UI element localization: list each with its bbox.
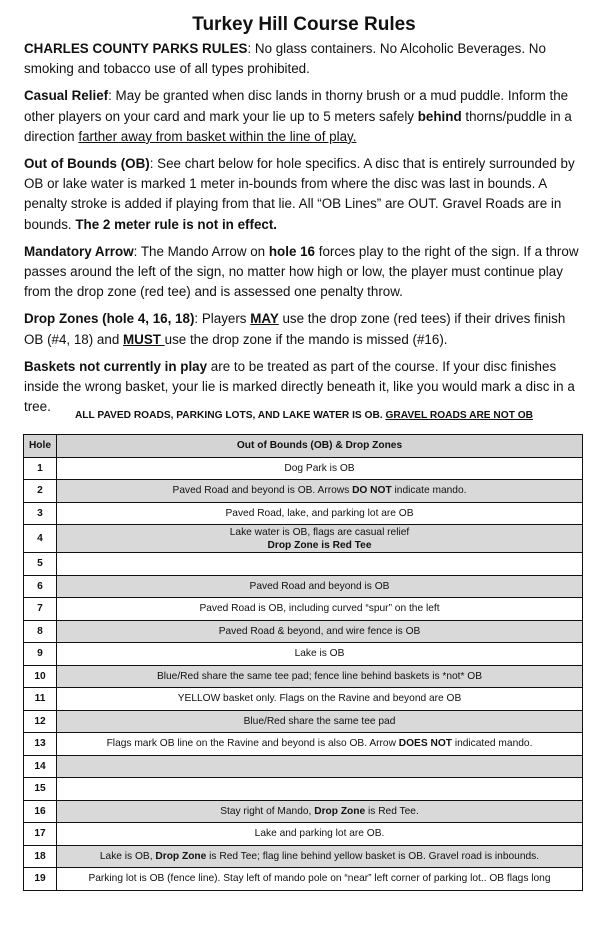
rules-section (24, 39, 588, 424)
table-row (24, 620, 583, 643)
hole-number: 11 (24, 688, 57, 711)
hole-number: 18 (24, 845, 57, 868)
hole-ob-description (57, 800, 583, 823)
description-text: Lake and parking lot are OB. (254, 828, 385, 840)
table-row (24, 457, 583, 480)
hole-ob-description (57, 710, 583, 733)
hole-number: 4 (24, 525, 57, 553)
out-of-bounds-heading: Out of Bounds (OB) (24, 156, 150, 172)
hole-number: 8 (24, 620, 57, 643)
description-text: Flags mark OB line on the Ravine and beyond is also OB. Arrow (106, 738, 399, 750)
ob-table-body (24, 457, 583, 890)
description-text: Paved Road, lake, and parking lot are OB (225, 507, 414, 519)
hole-ob-description (57, 480, 583, 503)
table-row (24, 480, 583, 503)
hole-number: 1 (24, 457, 57, 480)
hole-ob-description (57, 643, 583, 666)
description-text: Parking lot is OB (fence line). Stay left of mando pole on “near” left corner of parking lot.. OB flags long (88, 873, 551, 885)
mandatory-arrow-text: : The Mando Arrow on (133, 243, 269, 259)
table-row (24, 733, 583, 756)
description-text: Paved Road and beyond is OB. Arrows (172, 485, 353, 497)
description-text: Paved Road is OB, including curved “spur” on the left (199, 603, 440, 615)
description-text: Drop Zone (314, 805, 366, 817)
baskets-heading: Baskets not currently in play (24, 358, 208, 374)
table-row (24, 525, 583, 553)
hole-ob-description (57, 502, 583, 525)
hole-ob-description (57, 778, 583, 801)
table-row (24, 553, 583, 576)
description-text: indicate mando. (391, 485, 467, 497)
drop-zones-text-3: use the drop zone if the mando is missed (#16). (164, 331, 448, 347)
drop-zones-text-2: use the drop zone (red tees) if their drives finish OB (#4, 18) and (24, 311, 566, 347)
description-text: Lake is OB (294, 648, 345, 660)
ob-table-header (24, 435, 583, 458)
table-row (24, 755, 583, 778)
description-text: Dog Park is OB (284, 462, 355, 474)
mandatory-arrow-text-2: forces play to the right of the sign. If a throw passes around the left of the sign, no matter how high or low, the player must continue play from the drop zone (red tee) and is assessed one penalty throw. (24, 243, 579, 300)
description-text: Drop Zone (267, 539, 319, 551)
description-text: is Red Tee. (365, 805, 419, 817)
mandatory-arrow-hole: hole 16 (268, 243, 316, 259)
hole-number: 9 (24, 643, 57, 666)
table-row (24, 665, 583, 688)
baskets-rule (24, 357, 588, 418)
casual-relief-text: : May be granted when disc lands in thorny brush or a mud puddle. Inform the other players on your card and mark your lie up to 5 meters safely (24, 88, 569, 124)
hole-ob-description (57, 868, 583, 891)
page-title: Turkey Hill Course Rules (192, 14, 416, 35)
table-row (24, 845, 583, 868)
hole-number: 2 (24, 480, 57, 503)
out-of-bounds-rule (24, 154, 588, 235)
hole-number: 3 (24, 502, 57, 525)
drop-zones-text: : Players (194, 311, 251, 327)
parks-rule-text: : No glass containers. No Alcoholic Beverages. No smoking and tobacco use of all types prohibited. (24, 41, 546, 77)
parks-rule (24, 39, 588, 79)
hole-number: 19 (24, 868, 57, 891)
hole-ob-description (57, 733, 583, 756)
out-of-bounds-emphasis: The 2 meter rule is not in effect. (75, 216, 278, 232)
table-row (24, 502, 583, 525)
drop-zones-must: MUST (123, 331, 165, 347)
casual-relief-underlined: farther away from basket within the line of play. (78, 128, 357, 144)
hole-ob-description (57, 688, 583, 711)
description-text: Paved Road and beyond is OB (249, 580, 390, 592)
description-text: is Red Tee (318, 539, 372, 551)
hole-ob-description (57, 553, 583, 576)
header-hole: Hole (24, 435, 57, 458)
mandatory-arrow-heading: Mandatory Arrow (24, 243, 134, 259)
drop-zones-rule (24, 309, 588, 349)
hole-number: 7 (24, 598, 57, 621)
drop-zones-heading: Drop Zones (hole 4, 16, 18) (24, 311, 195, 327)
hole-ob-description (57, 457, 583, 480)
table-row (24, 598, 583, 621)
baskets-text: are to be treated as part of the course. If your disc finishes inside the wrong basket, your lie is marked directly beneath it, like you would mark a disc in a tree. (24, 358, 575, 415)
casual-relief-rule (24, 86, 588, 147)
description-text: Paved Road & beyond, and wire fence is OB (218, 625, 421, 637)
description-text: Lake is OB, (99, 850, 156, 862)
description-text: DOES NOT (398, 738, 452, 750)
casual-relief-text-2: thorns/puddle in a direction (24, 108, 572, 144)
hole-number: 13 (24, 733, 57, 756)
table-row (24, 688, 583, 711)
table-row (24, 800, 583, 823)
description-text: Drop Zone (155, 850, 207, 862)
description-text: Stay right of Mando, (220, 805, 315, 817)
description-text: DO NOT (352, 485, 392, 497)
table-row (24, 823, 583, 846)
table-row (24, 575, 583, 598)
hole-ob-description (57, 575, 583, 598)
description-text: YELLOW basket only. Flags on the Ravine and beyond are OB (177, 693, 462, 705)
casual-relief-heading: Casual Relief (24, 88, 109, 104)
table-row (24, 710, 583, 733)
hole-number: 12 (24, 710, 57, 733)
hole-ob-description (57, 755, 583, 778)
header-description: Out of Bounds (OB) & Drop Zones (57, 435, 583, 458)
hole-number: 17 (24, 823, 57, 846)
description-text: Blue/Red share the same tee pad; fence line behind baskets is *not* OB (156, 670, 483, 682)
ob-notice-text: ALL PAVED ROADS, PARKING LOTS, AND LAKE WATER IS OB. (74, 410, 386, 421)
hole-number: 10 (24, 665, 57, 688)
hole-ob-description (57, 845, 583, 868)
table-row (24, 778, 583, 801)
hole-ob-description (57, 665, 583, 688)
ob-notice-underlined: GRAVEL ROADS ARE NOT OB (385, 410, 534, 421)
hole-ob-description (57, 525, 583, 553)
hole-ob-description (57, 598, 583, 621)
mandatory-arrow-rule (24, 242, 588, 303)
description-text: is Red Tee; flag line behind yellow basket is OB. Gravel road is inbounds. (206, 850, 540, 862)
hole-ob-description (57, 823, 583, 846)
out-of-bounds-text: : See chart below for hole specifics. A disc that is entirely surrounded by OB or lake water is marked 1 meter in-bounds from where the disc was last in bounds. A penalty stroke is added if playing from that lie. All “OB Lines” are OUT. Gravel Roads are in bounds. (24, 156, 575, 232)
table-row (24, 868, 583, 891)
hole-ob-description (57, 620, 583, 643)
description-text: indicated mando. (451, 738, 533, 750)
hole-number: 14 (24, 755, 57, 778)
hole-number: 16 (24, 800, 57, 823)
description-text: Lake water is OB, flags are casual relief (229, 526, 410, 538)
ob-notice (0, 410, 608, 421)
parks-rule-heading: CHARLES COUNTY PARKS RULES (24, 41, 248, 56)
drop-zones-may: MAY (250, 311, 279, 327)
hole-number: 5 (24, 553, 57, 576)
table-row (24, 643, 583, 666)
hole-number: 15 (24, 778, 57, 801)
hole-number: 6 (24, 575, 57, 598)
casual-relief-emphasis: behind (417, 108, 462, 124)
description-text: Blue/Red share the same tee pad (243, 715, 396, 727)
ob-table (23, 434, 583, 891)
